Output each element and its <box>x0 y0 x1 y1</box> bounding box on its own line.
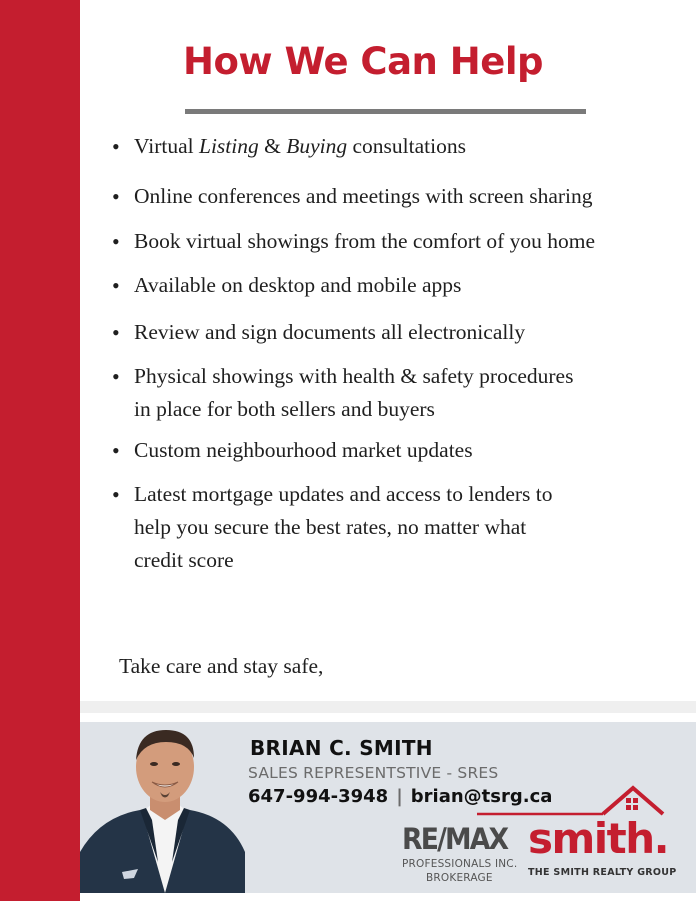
list-item <box>112 360 692 426</box>
list-item <box>112 478 692 577</box>
bullet-icon: • <box>112 229 120 254</box>
signoff-text: Take care and stay safe, <box>119 654 324 678</box>
list-item-text: Latest mortgage updates and access to lenders to help you secure the best rates, no matter what credit score <box>134 482 553 572</box>
list-item-text: Custom neighbourhood market updates <box>134 438 473 462</box>
list-item-text: Available on desktop and mobile apps <box>134 273 462 297</box>
smith-tagline: THE SMITH REALTY GROUP <box>528 867 677 878</box>
list-item <box>112 434 692 467</box>
bullet-icon: • <box>112 482 120 507</box>
remax-line2: BROKERAGE <box>426 872 493 884</box>
left-red-band <box>0 0 80 901</box>
bullet-icon: • <box>112 134 120 159</box>
agent-email[interactable]: brian@tsrg.ca <box>410 786 553 807</box>
list-item-text: Book virtual showings from the comfort of you home <box>134 229 595 253</box>
bottom-strip <box>80 893 696 901</box>
remax-logo: RE/MAX <box>402 822 508 856</box>
list-item <box>112 130 692 163</box>
agent-title: SALES REPRESENTSTIVE - SRES <box>248 764 499 782</box>
list-item <box>112 225 692 258</box>
contact-separator: | <box>396 786 403 807</box>
bullet-icon: • <box>112 364 120 389</box>
list-item-text: Online conferences and meetings with screen sharing <box>134 184 593 208</box>
smith-logo: smith. <box>528 814 669 863</box>
list-item <box>112 316 692 349</box>
remax-line1: PROFESSIONALS INC. <box>402 858 518 870</box>
bullet-icon: • <box>112 273 120 298</box>
bullet-icon: • <box>112 184 120 209</box>
agent-footer <box>80 722 696 893</box>
title-divider <box>185 109 586 114</box>
page-title: How We Can Help <box>183 40 543 83</box>
bullet-icon: • <box>112 320 120 345</box>
agent-photo-illustration <box>80 722 250 893</box>
agent-name: BRIAN C. SMITH <box>250 736 433 760</box>
agent-phone[interactable]: 647-994-3948 <box>248 786 389 807</box>
footer-separator <box>80 701 696 713</box>
list-item-text: Virtual Listing & Buying consultations <box>134 134 466 158</box>
list-item-text: Physical showings with health & safety procedures in place for both sellers and buyers <box>134 364 574 421</box>
bullet-icon: • <box>112 438 120 463</box>
list-item <box>112 180 692 213</box>
list-item-text: Review and sign documents all electronically <box>134 320 526 344</box>
agent-photo <box>80 722 250 893</box>
list-item <box>112 269 692 302</box>
